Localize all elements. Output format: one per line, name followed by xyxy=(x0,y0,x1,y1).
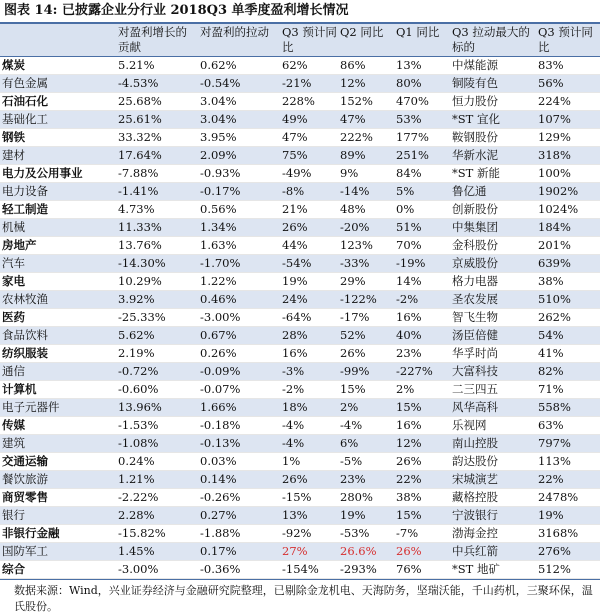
q1-yoy-cell: 16% xyxy=(394,417,450,435)
q2-yoy-cell: -17% xyxy=(338,309,394,327)
q2-yoy-cell: -293% xyxy=(338,561,394,579)
q3-yoy-cell: 26% xyxy=(280,471,338,489)
q3-yoy-cell: -54% xyxy=(280,255,338,273)
q3-yoy-cell: -49% xyxy=(280,165,338,183)
industry-cell: 商贸零售 xyxy=(0,489,116,507)
q2-yoy-cell: 29% xyxy=(338,273,394,291)
top-stock-cell: 藏格控股 xyxy=(450,489,536,507)
industry-cell: 国防军工 xyxy=(0,543,116,561)
q1-yoy-cell: -19% xyxy=(394,255,450,273)
q2-yoy-cell: 23% xyxy=(338,471,394,489)
top-q3-yoy-cell: 558% xyxy=(536,399,600,417)
pull-cell: 0.14% xyxy=(198,471,280,489)
table-row xyxy=(0,453,600,471)
table-row xyxy=(0,165,600,183)
pull-cell: 1.34% xyxy=(198,219,280,237)
pull-cell: -0.26% xyxy=(198,489,280,507)
q2-yoy-cell: 6% xyxy=(338,435,394,453)
q3-yoy-cell: 49% xyxy=(280,111,338,129)
top-q3-yoy-cell: 2478% xyxy=(536,489,600,507)
industry-cell: 非银行金融 xyxy=(0,525,116,543)
table-row xyxy=(0,525,600,543)
q1-yoy-cell: 12% xyxy=(394,435,450,453)
q3-yoy-cell: -154% xyxy=(280,561,338,579)
top-stock-cell: 渤海金控 xyxy=(450,525,536,543)
q1-yoy-cell: 2% xyxy=(394,381,450,399)
q3-yoy-cell: 13% xyxy=(280,507,338,525)
q3-yoy-cell: -64% xyxy=(280,309,338,327)
pull-cell: -0.18% xyxy=(198,417,280,435)
contribution-cell: 33.32% xyxy=(116,129,198,147)
top-stock-cell: 铜陵有色 xyxy=(450,75,536,93)
top-q3-yoy-cell: 129% xyxy=(536,129,600,147)
q3-yoy-cell: 18% xyxy=(280,399,338,417)
top-stock-cell: 中集集团 xyxy=(450,219,536,237)
table-row xyxy=(0,399,600,417)
contribution-cell: -14.30% xyxy=(116,255,198,273)
top-q3-yoy-cell: 19% xyxy=(536,507,600,525)
earnings-table xyxy=(0,24,600,579)
source-note: 数据来源：Wind，兴业证券经济与金融研究院整理，已剔除金龙机电、天海防务，坚瑞沃能，千山药机，三聚环保，温氏股份。 xyxy=(0,579,600,615)
q1-yoy-cell: 14% xyxy=(394,273,450,291)
q2-yoy-cell: -5% xyxy=(338,453,394,471)
contribution-cell: 1.45% xyxy=(116,543,198,561)
q1-yoy-cell: 5% xyxy=(394,183,450,201)
q2-yoy-cell: -122% xyxy=(338,291,394,309)
industry-cell: 交通运输 xyxy=(0,453,116,471)
q2-yoy-cell: 48% xyxy=(338,201,394,219)
q1-yoy-cell: 38% xyxy=(394,489,450,507)
industry-cell: 医药 xyxy=(0,309,116,327)
top-q3-yoy-cell: 56% xyxy=(536,75,600,93)
header-pull: 对盈利的拉动 xyxy=(198,24,280,57)
q1-yoy-cell: 0% xyxy=(394,201,450,219)
top-stock-cell: 京威股份 xyxy=(450,255,536,273)
q1-yoy-cell: 23% xyxy=(394,345,450,363)
top-q3-yoy-cell: 41% xyxy=(536,345,600,363)
header-q2-yoy: Q2 同比 xyxy=(338,24,394,57)
industry-cell: 电力及公用事业 xyxy=(0,165,116,183)
q3-yoy-cell: 47% xyxy=(280,129,338,147)
table-row xyxy=(0,129,600,147)
pull-cell: -0.93% xyxy=(198,165,280,183)
q2-yoy-cell: 9% xyxy=(338,165,394,183)
header-q3-yoy: Q3 预计同比 xyxy=(280,24,338,57)
industry-cell: 机械 xyxy=(0,219,116,237)
q1-yoy-cell: 470% xyxy=(394,93,450,111)
q1-yoy-cell: 51% xyxy=(394,219,450,237)
q1-yoy-cell: 26% xyxy=(394,543,450,561)
industry-cell: 电子元器件 xyxy=(0,399,116,417)
table-row xyxy=(0,489,600,507)
table-row xyxy=(0,111,600,129)
table-row xyxy=(0,75,600,93)
top-stock-cell: 宁波银行 xyxy=(450,507,536,525)
industry-cell: 餐饮旅游 xyxy=(0,471,116,489)
top-q3-yoy-cell: 184% xyxy=(536,219,600,237)
q1-yoy-cell: 76% xyxy=(394,561,450,579)
contribution-cell: 2.28% xyxy=(116,507,198,525)
q3-yoy-cell: -92% xyxy=(280,525,338,543)
pull-cell: 1.66% xyxy=(198,399,280,417)
table-row xyxy=(0,255,600,273)
table-row xyxy=(0,309,600,327)
contribution-cell: 1.21% xyxy=(116,471,198,489)
industry-cell: 通信 xyxy=(0,363,116,381)
contribution-cell: -25.33% xyxy=(116,309,198,327)
contribution-cell: 10.29% xyxy=(116,273,198,291)
top-q3-yoy-cell: 107% xyxy=(536,111,600,129)
q2-yoy-cell: 86% xyxy=(338,57,394,75)
industry-cell: 石油石化 xyxy=(0,93,116,111)
pull-cell: 3.95% xyxy=(198,129,280,147)
q3-yoy-cell: -2% xyxy=(280,381,338,399)
top-q3-yoy-cell: 201% xyxy=(536,237,600,255)
top-q3-yoy-cell: 113% xyxy=(536,453,600,471)
q2-yoy-cell: 280% xyxy=(338,489,394,507)
q2-yoy-cell: 19% xyxy=(338,507,394,525)
top-q3-yoy-cell: 224% xyxy=(536,93,600,111)
q3-yoy-cell: 26% xyxy=(280,219,338,237)
header-top-q3-yoy: Q3 预计同比 xyxy=(536,24,600,57)
top-stock-cell: 鲁亿通 xyxy=(450,183,536,201)
q2-yoy-cell: 15% xyxy=(338,381,394,399)
q1-yoy-cell: -7% xyxy=(394,525,450,543)
top-stock-cell: 鞍钢股份 xyxy=(450,129,536,147)
top-q3-yoy-cell: 276% xyxy=(536,543,600,561)
q1-yoy-cell: 26% xyxy=(394,453,450,471)
header-industry xyxy=(0,24,116,57)
contribution-cell: 5.62% xyxy=(116,327,198,345)
q2-yoy-cell: 52% xyxy=(338,327,394,345)
contribution-cell: -1.41% xyxy=(116,183,198,201)
q2-yoy-cell: 123% xyxy=(338,237,394,255)
pull-cell: 1.22% xyxy=(198,273,280,291)
q3-yoy-cell: 62% xyxy=(280,57,338,75)
pull-cell: -0.09% xyxy=(198,363,280,381)
pull-cell: 2.09% xyxy=(198,147,280,165)
industry-cell: 钢铁 xyxy=(0,129,116,147)
table-row xyxy=(0,327,600,345)
pull-cell: 0.03% xyxy=(198,453,280,471)
top-q3-yoy-cell: 1902% xyxy=(536,183,600,201)
contribution-cell: 0.24% xyxy=(116,453,198,471)
contribution-cell: 3.92% xyxy=(116,291,198,309)
q2-yoy-cell: 12% xyxy=(338,75,394,93)
q1-yoy-cell: 53% xyxy=(394,111,450,129)
top-stock-cell: 宋城演艺 xyxy=(450,471,536,489)
table-row xyxy=(0,561,600,579)
q1-yoy-cell: 15% xyxy=(394,399,450,417)
top-stock-cell: 格力电器 xyxy=(450,273,536,291)
top-stock-cell: 二三四五 xyxy=(450,381,536,399)
table-row xyxy=(0,273,600,291)
q3-yoy-cell: 44% xyxy=(280,237,338,255)
figure-title: 图表 14: 已披露企业分行业 2018Q3 单季度盈利增长情况 xyxy=(0,0,600,24)
table-row xyxy=(0,435,600,453)
q3-yoy-cell: 28% xyxy=(280,327,338,345)
q2-yoy-cell: 89% xyxy=(338,147,394,165)
table-row xyxy=(0,183,600,201)
top-q3-yoy-cell: 318% xyxy=(536,147,600,165)
top-stock-cell: 智飞生物 xyxy=(450,309,536,327)
industry-cell: 银行 xyxy=(0,507,116,525)
pull-cell: -0.17% xyxy=(198,183,280,201)
industry-cell: 食品饮料 xyxy=(0,327,116,345)
pull-cell: 0.27% xyxy=(198,507,280,525)
industry-cell: 纺织服装 xyxy=(0,345,116,363)
q1-yoy-cell: 40% xyxy=(394,327,450,345)
q3-yoy-cell: 21% xyxy=(280,201,338,219)
pull-cell: 0.56% xyxy=(198,201,280,219)
header-q1-yoy: Q1 同比 xyxy=(394,24,450,57)
q2-yoy-cell: -33% xyxy=(338,255,394,273)
table-row xyxy=(0,381,600,399)
q3-yoy-cell: -3% xyxy=(280,363,338,381)
industry-cell: 建材 xyxy=(0,147,116,165)
contribution-cell: -7.88% xyxy=(116,165,198,183)
table-row xyxy=(0,57,600,75)
q1-yoy-cell: 84% xyxy=(394,165,450,183)
top-q3-yoy-cell: 22% xyxy=(536,471,600,489)
top-stock-cell: 风华高科 xyxy=(450,399,536,417)
table-row xyxy=(0,147,600,165)
top-stock-cell: 乐视网 xyxy=(450,417,536,435)
q3-yoy-cell: 228% xyxy=(280,93,338,111)
q1-yoy-cell: 80% xyxy=(394,75,450,93)
contribution-cell: 13.76% xyxy=(116,237,198,255)
pull-cell: -0.36% xyxy=(198,561,280,579)
industry-cell: 建筑 xyxy=(0,435,116,453)
top-q3-yoy-cell: 83% xyxy=(536,57,600,75)
q2-yoy-cell: -4% xyxy=(338,417,394,435)
q2-yoy-cell: 222% xyxy=(338,129,394,147)
q1-yoy-cell: 177% xyxy=(394,129,450,147)
top-stock-cell: 中煤能源 xyxy=(450,57,536,75)
contribution-cell: 25.68% xyxy=(116,93,198,111)
top-stock-cell: 金科股份 xyxy=(450,237,536,255)
top-stock-cell: 圣农发展 xyxy=(450,291,536,309)
industry-cell: 农林牧渔 xyxy=(0,291,116,309)
pull-cell: -1.88% xyxy=(198,525,280,543)
top-q3-yoy-cell: 262% xyxy=(536,309,600,327)
contribution-cell: -3.00% xyxy=(116,561,198,579)
table-row xyxy=(0,417,600,435)
q3-yoy-cell: 16% xyxy=(280,345,338,363)
contribution-cell: -0.60% xyxy=(116,381,198,399)
top-q3-yoy-cell: 3168% xyxy=(536,525,600,543)
table-row xyxy=(0,219,600,237)
industry-cell: 煤炭 xyxy=(0,57,116,75)
q3-yoy-cell: -15% xyxy=(280,489,338,507)
pull-cell: -1.70% xyxy=(198,255,280,273)
q1-yoy-cell: 15% xyxy=(394,507,450,525)
table-row xyxy=(0,291,600,309)
contribution-cell: -4.53% xyxy=(116,75,198,93)
top-stock-cell: *ST 宜化 xyxy=(450,111,536,129)
top-stock-cell: 汤臣倍健 xyxy=(450,327,536,345)
contribution-cell: -1.53% xyxy=(116,417,198,435)
pull-cell: 0.62% xyxy=(198,57,280,75)
q2-yoy-cell: -99% xyxy=(338,363,394,381)
header-top-stock: Q3 拉动最大的标的 xyxy=(450,24,536,57)
top-q3-yoy-cell: 510% xyxy=(536,291,600,309)
contribution-cell: -1.08% xyxy=(116,435,198,453)
industry-cell: 有色金属 xyxy=(0,75,116,93)
q2-yoy-cell: 2% xyxy=(338,399,394,417)
table-row xyxy=(0,93,600,111)
contribution-cell: 5.21% xyxy=(116,57,198,75)
q1-yoy-cell: 16% xyxy=(394,309,450,327)
contribution-cell: 2.19% xyxy=(116,345,198,363)
top-q3-yoy-cell: 512% xyxy=(536,561,600,579)
pull-cell: -0.07% xyxy=(198,381,280,399)
industry-cell: 汽车 xyxy=(0,255,116,273)
q3-yoy-cell: -21% xyxy=(280,75,338,93)
pull-cell: -0.13% xyxy=(198,435,280,453)
pull-cell: -0.54% xyxy=(198,75,280,93)
top-stock-cell: 恒力股份 xyxy=(450,93,536,111)
top-stock-cell: 大富科技 xyxy=(450,363,536,381)
industry-cell: 家电 xyxy=(0,273,116,291)
contribution-cell: 25.61% xyxy=(116,111,198,129)
q3-yoy-cell: -4% xyxy=(280,435,338,453)
pull-cell: 0.17% xyxy=(198,543,280,561)
header-row xyxy=(0,24,600,57)
q3-yoy-cell: -8% xyxy=(280,183,338,201)
top-stock-cell: 华新水泥 xyxy=(450,147,536,165)
industry-cell: 房地产 xyxy=(0,237,116,255)
header-contribution: 对盈利增长的贡献 xyxy=(116,24,198,57)
table-row xyxy=(0,507,600,525)
q3-yoy-cell: 19% xyxy=(280,273,338,291)
q3-yoy-cell: 1% xyxy=(280,453,338,471)
table-row xyxy=(0,345,600,363)
pull-cell: -3.00% xyxy=(198,309,280,327)
top-q3-yoy-cell: 54% xyxy=(536,327,600,345)
top-stock-cell: 韵达股份 xyxy=(450,453,536,471)
top-q3-yoy-cell: 38% xyxy=(536,273,600,291)
pull-cell: 0.46% xyxy=(198,291,280,309)
q3-yoy-cell: 27% xyxy=(280,543,338,561)
q1-yoy-cell: 22% xyxy=(394,471,450,489)
top-q3-yoy-cell: 82% xyxy=(536,363,600,381)
contribution-cell: -15.82% xyxy=(116,525,198,543)
q1-yoy-cell: 70% xyxy=(394,237,450,255)
industry-cell: 电力设备 xyxy=(0,183,116,201)
table-row xyxy=(0,543,600,561)
q2-yoy-cell: 47% xyxy=(338,111,394,129)
contribution-cell: 11.33% xyxy=(116,219,198,237)
top-q3-yoy-cell: 797% xyxy=(536,435,600,453)
q1-yoy-cell: -2% xyxy=(394,291,450,309)
top-stock-cell: *ST 新能 xyxy=(450,165,536,183)
q1-yoy-cell: 13% xyxy=(394,57,450,75)
top-q3-yoy-cell: 639% xyxy=(536,255,600,273)
table-row xyxy=(0,471,600,489)
top-stock-cell: *ST 地矿 xyxy=(450,561,536,579)
pull-cell: 3.04% xyxy=(198,111,280,129)
q3-yoy-cell: -4% xyxy=(280,417,338,435)
q2-yoy-cell: -20% xyxy=(338,219,394,237)
q3-yoy-cell: 24% xyxy=(280,291,338,309)
contribution-cell: -0.72% xyxy=(116,363,198,381)
industry-cell: 轻工制造 xyxy=(0,201,116,219)
industry-cell: 传媒 xyxy=(0,417,116,435)
top-stock-cell: 创新股份 xyxy=(450,201,536,219)
top-stock-cell: 华孚时尚 xyxy=(450,345,536,363)
industry-cell: 计算机 xyxy=(0,381,116,399)
q2-yoy-cell: -53% xyxy=(338,525,394,543)
q2-yoy-cell: 26.6% xyxy=(338,543,394,561)
top-stock-cell: 南山控股 xyxy=(450,435,536,453)
q2-yoy-cell: 26% xyxy=(338,345,394,363)
table-row xyxy=(0,201,600,219)
q3-yoy-cell: 75% xyxy=(280,147,338,165)
top-q3-yoy-cell: 1024% xyxy=(536,201,600,219)
top-q3-yoy-cell: 71% xyxy=(536,381,600,399)
pull-cell: 1.63% xyxy=(198,237,280,255)
contribution-cell: 17.64% xyxy=(116,147,198,165)
contribution-cell: 4.73% xyxy=(116,201,198,219)
top-stock-cell: 中兵红箭 xyxy=(450,543,536,561)
industry-cell: 综合 xyxy=(0,561,116,579)
q1-yoy-cell: 251% xyxy=(394,147,450,165)
top-q3-yoy-cell: 100% xyxy=(536,165,600,183)
q2-yoy-cell: 152% xyxy=(338,93,394,111)
q2-yoy-cell: -14% xyxy=(338,183,394,201)
contribution-cell: -2.22% xyxy=(116,489,198,507)
pull-cell: 0.26% xyxy=(198,345,280,363)
pull-cell: 0.67% xyxy=(198,327,280,345)
contribution-cell: 13.96% xyxy=(116,399,198,417)
table-row xyxy=(0,363,600,381)
pull-cell: 3.04% xyxy=(198,93,280,111)
q1-yoy-cell: -227% xyxy=(394,363,450,381)
top-q3-yoy-cell: 63% xyxy=(536,417,600,435)
table-row xyxy=(0,237,600,255)
industry-cell: 基础化工 xyxy=(0,111,116,129)
